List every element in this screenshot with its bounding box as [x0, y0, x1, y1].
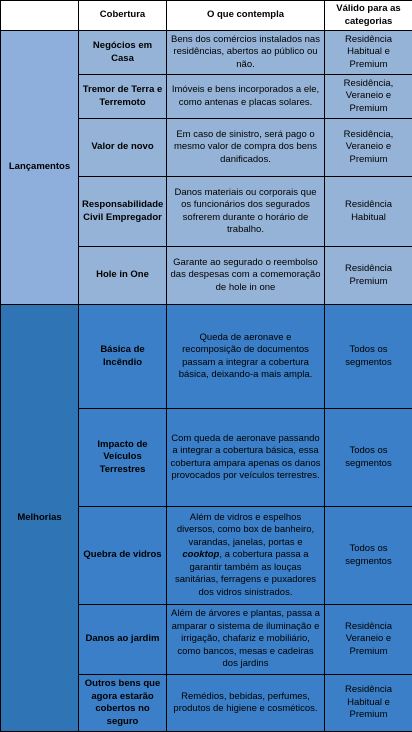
coverage-cell: Quebra de vidros — [79, 507, 167, 605]
header-group — [1, 1, 79, 31]
contents-cell: Queda de aeronave e recomposição de documentos passam a integrar a cobertura básica, deixando-a mais ampla. — [167, 305, 325, 409]
contents-cell: Com queda de aeronave passando a integrar a cobertura básica, essa cobertura ampara apenas os danos provocados por veículos terrestres. — [167, 409, 325, 507]
coverage-cell: Outros bens que agora estarão cobertos no seguro — [79, 675, 167, 732]
valid-cell: Residência, Veraneio e Premium — [325, 75, 412, 119]
contents-cell: Além de árvores e plantas, passa a amparar o sistema de iluminação e irrigação, chafariz e mobiliário, como bancos, mesas e cadeiras dos jardins — [167, 605, 325, 675]
coverage-cell: Tremor de Terra e Terremoto — [79, 75, 167, 119]
header-row — [1, 1, 412, 31]
contents-emphasis: cooktop — [182, 549, 219, 560]
group-label-lancamentos: Lançamentos — [1, 31, 79, 305]
contents-text-part: , a cobertura passa a garantir também as louças sanitárias, ferragens e puxadores dos vidros sinistrados. — [175, 549, 316, 598]
header-valid: Válido para as categorias — [325, 1, 412, 31]
valid-cell: Residência Veraneio e Premium — [325, 605, 412, 675]
coverage-cell: Básica de Incêndio — [79, 305, 167, 409]
coverage-cell: Responsabilidade Civil Empregador — [79, 177, 167, 247]
coverage-cell: Valor de novo — [79, 119, 167, 177]
coverage-cell: Hole in One — [79, 247, 167, 305]
header-contents: O que contempla — [167, 1, 325, 31]
valid-cell: Residência Habitual — [325, 177, 412, 247]
coverage-cell: Danos ao jardim — [79, 605, 167, 675]
valid-cell: Todos os segmentos — [325, 507, 412, 605]
coverage-cell: Negócios em Casa — [79, 31, 167, 75]
valid-cell: Residência Habitual e Premium — [325, 675, 412, 732]
contents-cell: Garante ao segurado o reembolso das despesas com a comemoração de hole in one — [167, 247, 325, 305]
contents-cell: Bens dos comércios instalados nas residências, abertos ao público ou não. — [167, 31, 325, 75]
valid-cell: Residência, Veraneio e Premium — [325, 119, 412, 177]
group-label-melhorias: Melhorias — [1, 305, 79, 732]
contents-text-part: Além de vidros e espelhos diversos, como box de banheiro, varandas, janelas, portas e — [177, 512, 314, 548]
header-coverage: Cobertura — [79, 1, 167, 31]
contents-cell: Remédios, bebidas, perfumes, produtos de higiene e cosméticos. — [167, 675, 325, 732]
table-row — [1, 31, 412, 75]
table-row — [1, 305, 412, 409]
valid-cell: Todos os segmentos — [325, 409, 412, 507]
contents-cell: Em caso de sinistro, será pago o mesmo valor de compra dos bens danificados. — [167, 119, 325, 177]
contents-cell: Danos materiais ou corporais que os funcionários dos segurados sofrerem durante o horário de trabalho. — [167, 177, 325, 247]
valid-cell: Residência Premium — [325, 247, 412, 305]
contents-cell — [167, 507, 325, 605]
valid-cell: Residência Habitual e Premium — [325, 31, 412, 75]
coverage-cell: Impacto de Veículos Terrestres — [79, 409, 167, 507]
valid-cell: Todos os segmentos — [325, 305, 412, 409]
contents-cell: Imóveis e bens incorporados a ele, como antenas e placas solares. — [167, 75, 325, 119]
